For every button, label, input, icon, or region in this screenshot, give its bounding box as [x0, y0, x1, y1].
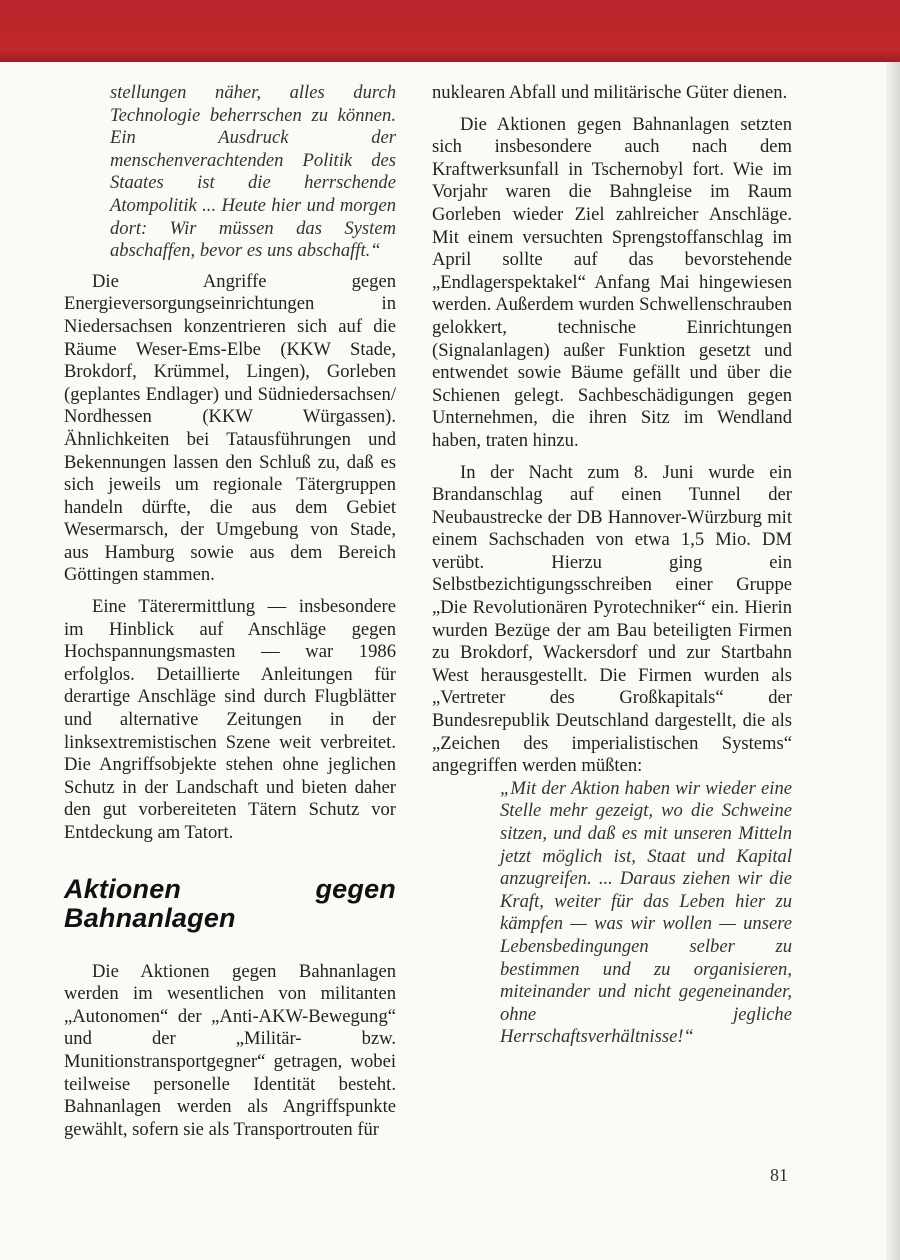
quote-pyrotechniker: „Mit der Aktion haben wir wieder eine Stelle mehr gezeigt, wo die Schweine sitzen, und daß es mit unseren Mitteln jetzt möglich ist, Staat und Kapital anzugreifen. ... Daraus ziehen wir die Kraft, weiter für das Leben hier zu kämpfen — was wir wollen — unsere Lebensbedingungen selber zu bestimmen und zu organisieren, miteinander und nicht gegeneinander, ohne jegliche Herrschaftsverhältnisse!“	[500, 777, 792, 1048]
paragraph-energy-attacks: Die Angriffe gegen Energieversorgungseinrichtungen in Niedersachsen konzentrieren sich auf die Räume Weser-Ems-Elbe (KKW Stade, Brokdorf, Krümmel, Lingen), Gorleben (geplantes Endlager) und Südniedersachsen/ Nordhessen (KKW Würgassen). Ähnlichkeiten bei Tatausführungen und Bekennungen lassen den Schluß zu, daß es sich jeweils um regionale Tätergruppen handeln dürfte, die aus dem Gebiet Wesermarsch, der Umgebung von Stade, aus Hamburg sowie aus dem Bereich Göttingen stammen.	[64, 270, 396, 586]
page-number: 81	[770, 1165, 788, 1185]
paragraph-tunnel-attack: In der Nacht zum 8. Juni wurde ein Brandanschlag auf einen Tunnel der Neubaustrecke der DB Hannover-Würzburg mit einem Sachschaden von etwa 1,5 Mio. DM verübt. Hierzu ging ein Selbstbezichtigungsschreiben einer Gruppe „Die Revolutionären Pyrotechniker“ ein. Hierin wurden Bezüge der am Bau beteiligten Firmen zu Brokdorf, Wackersdorf und zur Startbahn West herausgestellt. Die Firmen wurden als „Vertreter des Großkapitals“ der Bundesrepublik Deutschland dargestellt, die als „Zeichen des imperialistischen Systems“ angegriffen werden müßten:	[432, 461, 792, 777]
left-column	[64, 82, 396, 1150]
quote-continuation: stellungen näher, alles durch Technologie beherrschen zu können. Ein Ausdruck der menschenverachtenden Politik des Staates ist die herrschende Atompolitik ... Heute hier und morgen dort: Wir müssen das System abschaffen, bevor es uns abschafft.“	[110, 82, 396, 262]
paragraph-chernobyl: Die Aktionen gegen Bahnanlagen setzten sich insbesondere auch nach dem Kraftwerksunfall in Tschernobyl fort. Wie im Vorjahr waren die Bahngleise im Raum Gorleben wieder Ziel zahlreicher Anschläge. Mit einem versuchten Sprengstoffanschlag im April sollte auf das bevorstehende „Endlagerspektakel“ Anfang Mai hingewiesen werden. Außerdem wurden Schwellenschrauben gelokkert, technische Einrichtungen (Signalanlagen) außer Funktion gesetzt und entwendet sowie Bäume gefällt und über die Schienen gelegt. Sachbeschädigungen gegen Unternehmen, die ihren Sitz im Wendland haben, traten hinzu.	[432, 113, 792, 451]
paragraph-rail-actions-intro: Die Aktionen gegen Bahnanlagen werden im wesentlichen von militanten „Autonomen“ der „Anti-AKW-Bewegung“ und der „Militär- bzw. Munitionstransportgegner“ getragen, wobei teilweise personelle Identität besteht. Bahnanlagen werden als Angriffspunkte gewählt, sofern sie als Transportrouten für	[64, 960, 396, 1140]
page-edge-shadow	[886, 62, 900, 1260]
paragraph-continuation: nuklearen Abfall und militärische Güter dienen.	[432, 82, 788, 103]
section-heading: Aktionen gegen Bahnanlagen	[64, 873, 396, 933]
paragraph-investigation: Eine Täterermittlung — insbesondere im Hinblick auf Anschläge gegen Hochspannungsmasten — war 1986 erfolglos. Detaillierte Anleitungen für derartige Anschläge sind durch Flugblätter und alternative Zeitungen in der linksextremistischen Szene weit verbreitet. Die Angriffsobjekte stehen ohne jeglichen Schutz in der Landschaft und bieten daher den gut vorbereiteten Tätern Schutz vor Entdeckung am Tatort.	[64, 596, 396, 843]
right-column	[432, 82, 792, 1049]
header-color-band	[0, 0, 900, 62]
